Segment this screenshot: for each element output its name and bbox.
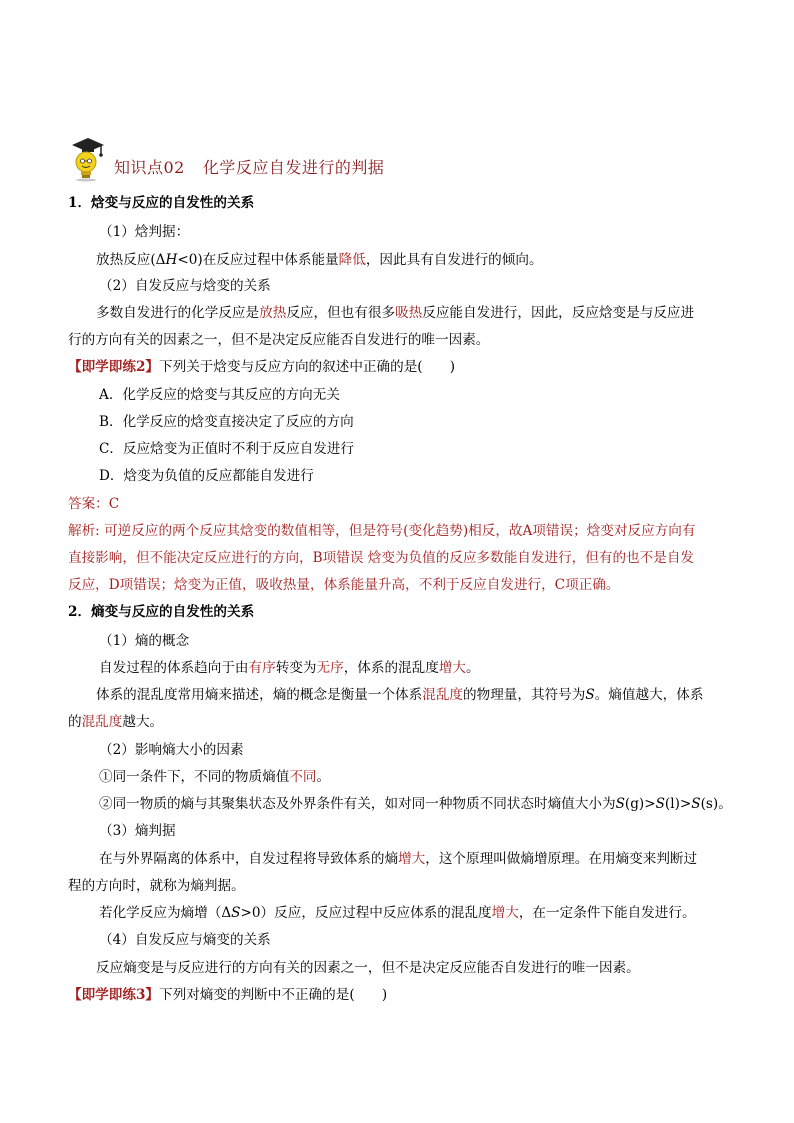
section1-paragraph1: 放热反应(ΔH<0)在反应过程中体系能量降低，因此具有自发进行的倾向。 bbox=[96, 252, 543, 268]
exercise2-analysis-line3: 反应，D项错误；焓变为正值，吸收热量，体系能量升高，不利于反应自发进行，C项正确。 bbox=[68, 577, 620, 593]
section-heading bbox=[68, 136, 384, 182]
section1-sub2: （2）自发反应与焓变的关系 bbox=[99, 278, 271, 294]
exercise2-tag: 【即学即练2】 bbox=[68, 359, 160, 375]
section2-paragraph2: 体系的混乱度常用熵来描述，熵的概念是衡量一个体系混乱度的物理量，其符号为S。熵值越大，体系 bbox=[96, 687, 704, 703]
section2-sub1: （1）熵的概念 bbox=[99, 633, 190, 649]
knowledge-point-label: 知识点02 bbox=[114, 158, 185, 177]
exercise2-option-c: C．反应焓变为正值时不利于反应自发进行 bbox=[99, 441, 355, 457]
section2-paragraph1: 自发过程的体系趋向于由有序转变为无序，体系的混乱度增大。 bbox=[99, 660, 480, 676]
section2-factor2: ②同一物质的熵与其聚集状态及外界条件有关，如对同一种物质不同状态时熵值大小为S(g)>S(l)>S(s)。 bbox=[99, 796, 732, 812]
section2-paragraph5: 反应熵变是与反应进行的方向有关的因素之一，但不是决定反应能否自发进行的唯一因素。 bbox=[96, 960, 640, 976]
section1-paragraph2-cont: 行的方向有关的因素之一，但不是决定反应能否自发进行的唯一因素。 bbox=[68, 332, 490, 348]
section2-sub2: （2）影响熵大小的因素 bbox=[99, 742, 244, 758]
section1-paragraph2: 多数自发进行的化学反应是放热反应，但也有很多吸热反应能自发进行，因此，反应焓变是与反应进 bbox=[96, 305, 695, 321]
exercise2-option-a: A．化学反应的焓变与其反应的方向无关 bbox=[99, 387, 340, 403]
exercise3-tag: 【即学即练3】 bbox=[68, 987, 160, 1003]
lightbulb-graduate-icon bbox=[68, 136, 108, 182]
section2-paragraph2-cont: 的混乱度越大。 bbox=[68, 714, 164, 730]
section2-paragraph4: 若化学反应为熵增（ΔS>0）反应，反应过程中反应体系的混乱度增大，在一定条件下能自发进行。 bbox=[99, 905, 696, 921]
section2-paragraph3-cont: 程的方向时，就称为熵判据。 bbox=[68, 878, 245, 894]
exercise2-analysis-line1: 解析: 可逆反应的两个反应其焓变的数值相等，但是符号(变化趋势)相反，故A项错误；焓变对反应方向有 bbox=[68, 523, 696, 539]
section2-sub4: （4）自发反应与熵变的关系 bbox=[99, 932, 271, 948]
section2-sub3: （3）熵判据 bbox=[99, 823, 176, 839]
section2-title: 2．熵变与反应的自发性的关系 bbox=[68, 604, 255, 620]
exercise2-option-d: D．焓变为负值的反应都能自发进行 bbox=[99, 468, 314, 484]
knowledge-point-title: 化学反应自发进行的判据 bbox=[202, 158, 385, 177]
section2-paragraph3: 在与外界隔离的体系中，自发过程将导致体系的熵增大，这个原理叫做熵增原理。在用熵变来判断过 bbox=[99, 851, 698, 867]
exercise2-answer: 答案：C bbox=[68, 496, 120, 512]
section1-sub1: （1）焓判据： bbox=[99, 224, 190, 240]
section2-factor1: ①同一条件下，不同的物质熵值不同。 bbox=[99, 769, 331, 785]
exercise2-question: 【即学即练2】下列关于焓变与反应方向的叙述中正确的是( ) bbox=[68, 359, 456, 375]
section1-title: 1．焓变与反应的自发性的关系 bbox=[68, 195, 255, 211]
exercise2-option-b: B．化学反应的焓变直接决定了反应的方向 bbox=[99, 414, 354, 430]
section-title bbox=[114, 155, 384, 182]
exercise3-question: 【即学即练3】下列对熵变的判断中不正确的是( ) bbox=[68, 987, 388, 1003]
exercise2-analysis-line2: 直接影响，但不能决定反应进行的方向，B项错误 焓变为负值的反应多数能自发进行，但有的也不是自发 bbox=[68, 550, 695, 566]
